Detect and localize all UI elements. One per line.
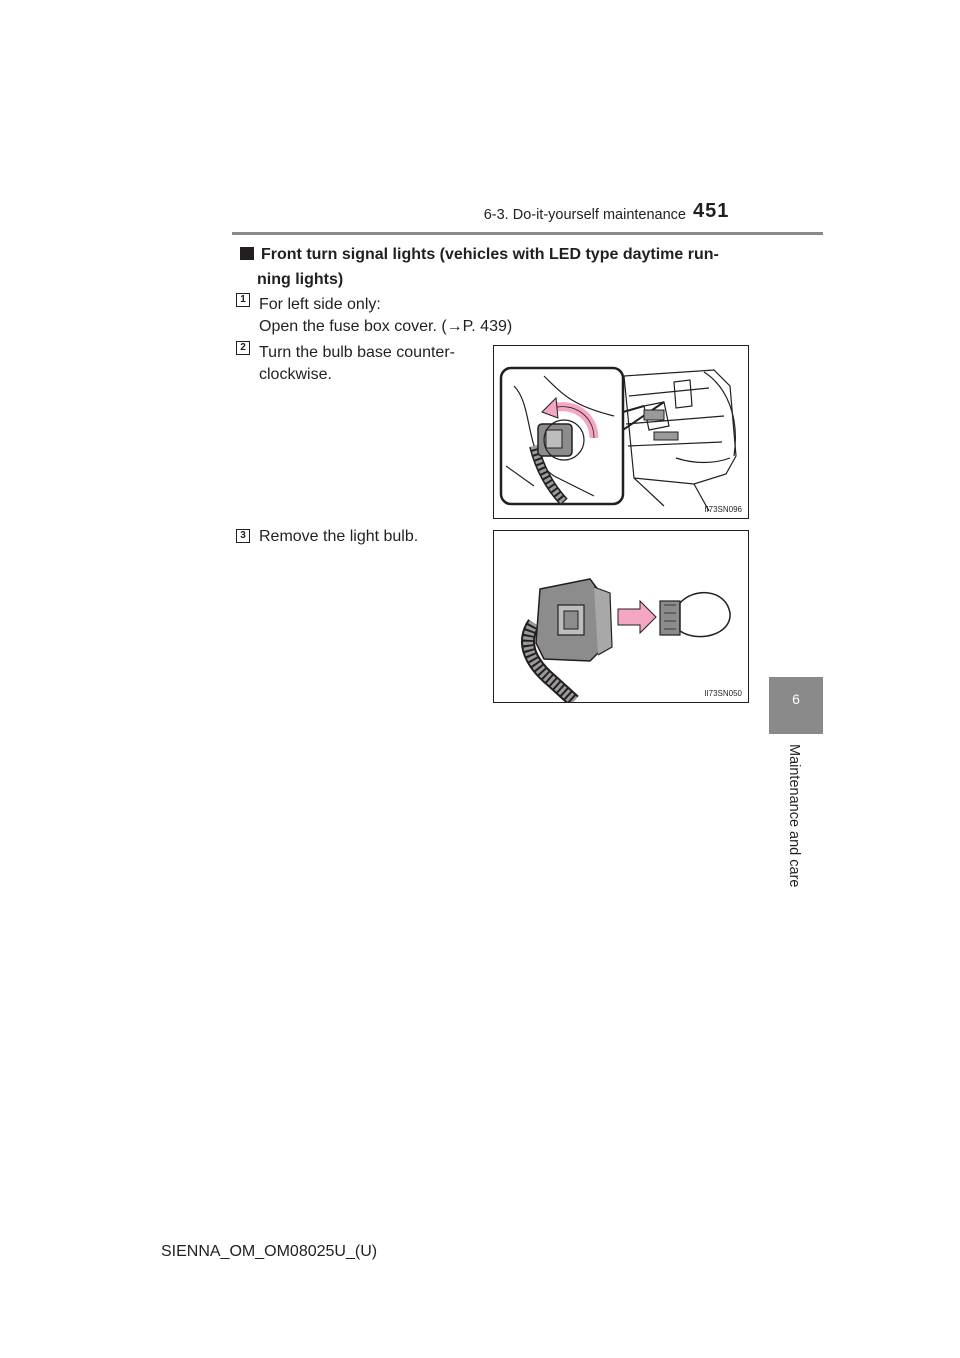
figure-bulb-base-rotation — [493, 345, 749, 519]
header-section-title: 6-3. Do-it-yourself maintenance — [483, 207, 686, 223]
section-heading-line2: ning lights) — [257, 271, 344, 288]
chapter-tab-number: 6 — [792, 691, 800, 707]
step-2-line2: clockwise. — [259, 366, 332, 383]
step-2-text — [259, 342, 455, 386]
header-divider — [232, 232, 823, 235]
figure-2-code: II73SN050 — [704, 689, 742, 698]
step-1-text — [259, 294, 512, 338]
square-bullet-icon — [240, 247, 254, 260]
step-1-marker: 1 — [236, 293, 250, 307]
step-2-line1: Turn the bulb base counter- — [259, 344, 455, 361]
headlight-illustration — [494, 346, 749, 519]
step-3-line1: Remove the light bulb. — [259, 528, 419, 545]
chapter-tab[interactable] — [769, 677, 823, 734]
page-number: 451 — [693, 200, 730, 222]
figure-remove-bulb — [493, 530, 749, 703]
step-3-marker: 3 — [236, 529, 250, 543]
step-2-marker: 2 — [236, 341, 250, 355]
step-3-text — [259, 526, 418, 548]
chapter-tab-label: Maintenance and care — [786, 744, 802, 888]
section-heading — [240, 242, 748, 292]
footer-model-code: SIENNA_OM_OM08025U_(U) — [161, 1243, 378, 1260]
figure-1-code: II73SN096 — [704, 505, 742, 514]
step-1-line1: For left side only: — [259, 296, 381, 313]
section-heading-line1: Front turn signal lights (vehicles with LED type daytime run- — [261, 246, 719, 263]
bulb-removal-illustration — [494, 531, 749, 703]
step-1-line2: Open the fuse box cover. (→P. 439) — [259, 318, 513, 335]
